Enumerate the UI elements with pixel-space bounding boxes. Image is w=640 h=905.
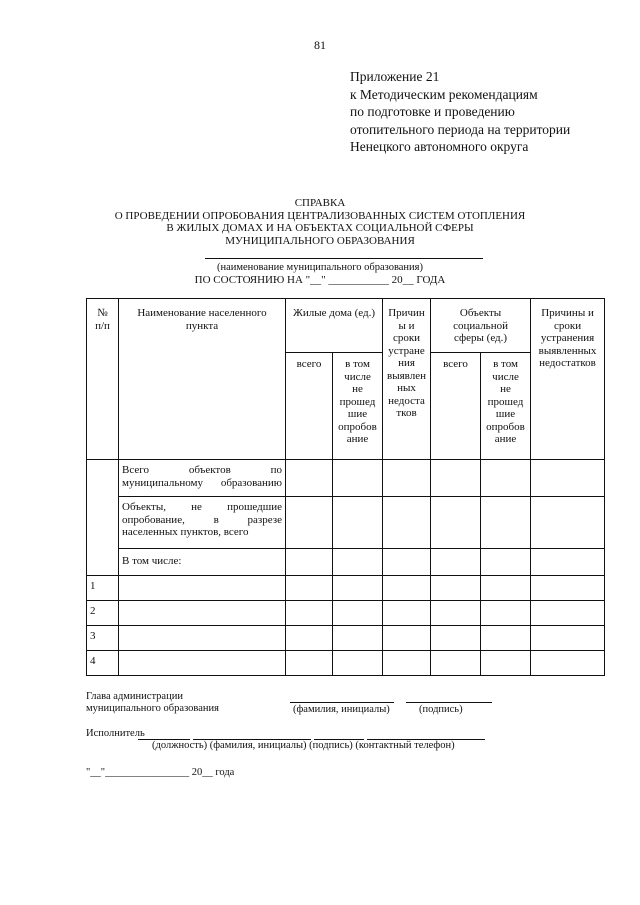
- header-residential-not-passed: в том числе не прошед шие опробов ание: [333, 353, 383, 460]
- table-cell: [333, 460, 383, 497]
- table-cell: [481, 601, 531, 626]
- header-residential-buildings: Жилые дома (ед.): [286, 299, 383, 353]
- table-cell: [481, 460, 531, 497]
- head-signature-caption: (подпись): [419, 704, 463, 715]
- row-number: 3: [87, 626, 119, 651]
- table-cell: [383, 651, 431, 676]
- as-of-date-line: ПО СОСТОЯНИЮ НА "__" ___________ 20__ ГОДА: [194, 274, 446, 286]
- summary-row-label: Всего объектов по муниципальному образованию: [119, 460, 286, 497]
- table-cell: [481, 626, 531, 651]
- table-cell: [383, 460, 431, 497]
- table-cell: [481, 549, 531, 576]
- head-signature-blank-line: [406, 702, 492, 703]
- table-cell: [333, 576, 383, 601]
- head-of-administration-label: Глава администрации муниципального образования: [86, 691, 219, 714]
- table-cell: [531, 626, 605, 651]
- appendix-line: по подготовке и проведению: [350, 104, 515, 119]
- table-cell: [286, 651, 333, 676]
- table-cell: [383, 601, 431, 626]
- table-cell: [383, 576, 431, 601]
- table-cell: [481, 497, 531, 549]
- table-cell: [431, 601, 481, 626]
- table-cell: [431, 576, 481, 601]
- table-cell: [286, 497, 333, 549]
- appendix-line: Ненецкого автономного округа: [350, 139, 529, 154]
- title-line: В ЖИЛЫХ ДОМАХ И НА ОБЪЕКТАХ СОЦИАЛЬНОЙ СФЕРЫ: [166, 222, 474, 234]
- table-cell: [87, 460, 119, 576]
- summary-row-label: В том числе:: [119, 549, 286, 576]
- header-residential-total: всего: [286, 353, 333, 460]
- row-number: 4: [87, 651, 119, 676]
- table-cell: [333, 651, 383, 676]
- table-cell: [383, 497, 431, 549]
- table-cell: [119, 576, 286, 601]
- table-row: [87, 549, 605, 576]
- header-social-total: всего: [431, 353, 481, 460]
- table-cell: [333, 601, 383, 626]
- table-cell: [431, 549, 481, 576]
- table-row: [87, 460, 605, 497]
- table-cell: [431, 460, 481, 497]
- table-cell: [431, 497, 481, 549]
- table-row: [87, 626, 605, 651]
- table-cell: [481, 651, 531, 676]
- table-cell: [286, 601, 333, 626]
- header-settlement: Наименование населенного пункта: [119, 299, 286, 460]
- title-line: МУНИЦИПАЛЬНОГО ОБРАЗОВАНИЯ: [225, 234, 415, 247]
- table-cell: [431, 626, 481, 651]
- table-row: [87, 576, 605, 601]
- table-cell: [481, 576, 531, 601]
- table-cell: [531, 460, 605, 497]
- title-line: О ПРОВЕДЕНИИ ОПРОБОВАНИЯ ЦЕНТРАЛИЗОВАННЫХ СИСТЕМ ОТОПЛЕНИЯ: [114, 209, 526, 222]
- table-cell: [333, 497, 383, 549]
- table-cell: [531, 651, 605, 676]
- header-social-not-passed: в том числе не прошед шие опробов ание: [481, 353, 531, 460]
- table-cell: [119, 626, 286, 651]
- header-reasons-residential: Причин ы и сроки устране ния выявлен ных недоста тков: [383, 299, 431, 460]
- table-cell: [531, 549, 605, 576]
- appendix-block: [350, 68, 570, 156]
- table-cell: [286, 626, 333, 651]
- table-row: [87, 497, 605, 549]
- table-cell: [119, 651, 286, 676]
- title-line: СПРАВКА: [294, 197, 346, 209]
- municipality-blank-line: [205, 258, 483, 259]
- executor-label: Исполнитель: [86, 728, 145, 739]
- header-social-objects: Объекты социальной сферы (ед.): [431, 299, 531, 353]
- table-cell: [383, 549, 431, 576]
- table-cell: [531, 497, 605, 549]
- summary-row-label: Объекты, не прошедшие опробование, в разрезе населенных пунктов, всего: [119, 497, 286, 549]
- table-cell: [119, 601, 286, 626]
- header-number: № п/п: [87, 299, 119, 460]
- report-table: [86, 298, 605, 676]
- row-number: 2: [87, 601, 119, 626]
- table-cell: [431, 651, 481, 676]
- head-name-caption: (фамилия, инициалы): [293, 704, 390, 715]
- row-number: 1: [87, 576, 119, 601]
- municipality-caption: (наименование муниципального образования): [216, 262, 424, 273]
- table-cell: [383, 626, 431, 651]
- table-row: [87, 651, 605, 676]
- head-name-blank-line: [290, 702, 394, 703]
- table-row: [87, 601, 605, 626]
- page-number: 81: [314, 38, 326, 52]
- table-cell: [333, 549, 383, 576]
- table-cell: [286, 549, 333, 576]
- document-title: [0, 197, 640, 247]
- table-cell: [531, 576, 605, 601]
- header-reasons-social: Причины и сроки устранения выявленных недостатков: [531, 299, 605, 460]
- table-cell: [286, 576, 333, 601]
- appendix-line: отопительного периода на территории: [350, 121, 571, 137]
- appendix-line: Приложение 21: [350, 69, 440, 84]
- table-cell: [333, 626, 383, 651]
- executor-caption: (должность) (фамилия, инициалы) (подпись) (контактный телефон): [152, 740, 455, 751]
- date-line: "__"________________ 20__ года: [86, 767, 235, 778]
- table-cell: [531, 601, 605, 626]
- appendix-line: к Методическим рекомендациям: [350, 86, 538, 102]
- table-cell: [286, 460, 333, 497]
